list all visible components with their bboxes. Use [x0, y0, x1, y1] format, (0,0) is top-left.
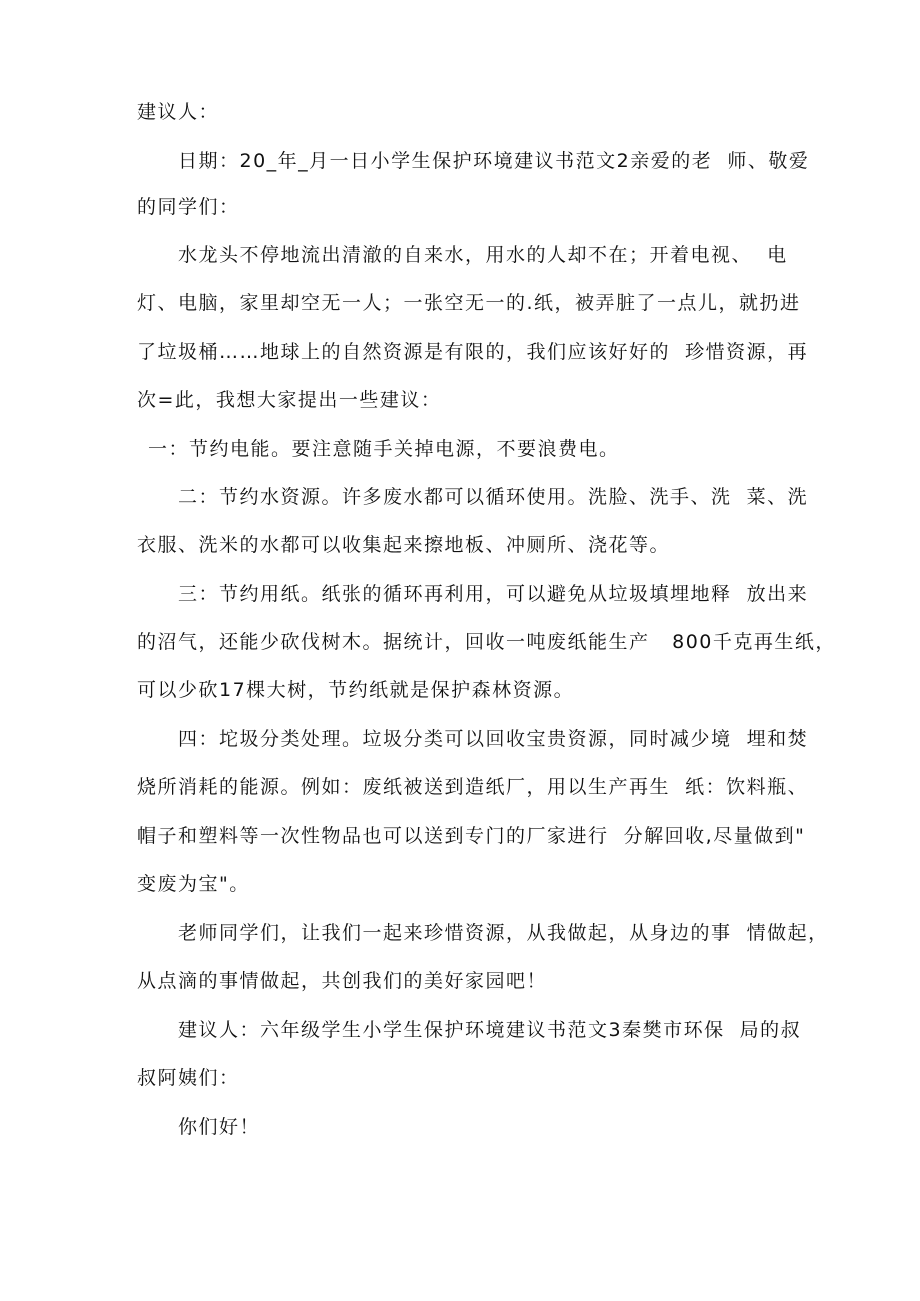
salutation-line: 的同学们： [137, 196, 240, 218]
body-line: 水龙头不停地流出清澈的自来水，用水的人却不在；开着电视、 电 [178, 244, 788, 266]
body-line: 次=此，我想大家提出一些建议： [137, 389, 442, 411]
date-line: 日期：20_年_月一日小学生保护环境建议书范文2亲爱的老 师、敬爱 [178, 150, 810, 172]
closing-line: 从点滴的事情做起，共创我们的美好家园吧！ [137, 970, 548, 992]
suggestion-four-line: 烧所消耗的能源。例如：废纸被送到造纸厂，用以生产再生 纸：饮料瓶、 [137, 776, 809, 798]
suggestion-three-line: 可以少砍17棵大树，节约纸就是保护森林资源。 [137, 679, 575, 701]
closing-line: 老师同学们，让我们一起来珍惜资源，从我做起，从身边的事 情做起， [178, 922, 829, 944]
suggestion-three-line: 的沼气，还能少砍伐树木。据统计，回收一吨废纸能生产 800千克再生纸， [137, 631, 836, 653]
body-line: 灯、电脑，家里却空无一人；一张空无一的.纸，被弄脏了一点儿，就扔进 [137, 292, 801, 314]
suggestion-four-line: 变废为宝"。 [137, 873, 250, 895]
signature-line: 建议人：六年级学生小学生保护环境建议书范文3秦樊市环保 局的叔 [178, 1019, 802, 1041]
body-line: 了垃圾桶……地球上的自然资源是有限的，我们应该好好的 珍惜资源，再 [137, 341, 809, 363]
greeting-line: 你们好！ [178, 1116, 261, 1138]
signature-label-line: 建议人： [137, 101, 220, 123]
suggestion-two-line: 衣服、洗米的水都可以收集起来擦地板、冲厕所、浇花等。 [137, 534, 671, 556]
suggestion-four-line: 帽子和塑料等一次性物品也可以送到专门的厂家进行 分解回收,尽量做到" [137, 825, 806, 847]
suggestion-three-line: 三：节约用纸。纸张的循环再利用，可以避免从垃圾填埋地释 放出来 [178, 583, 809, 605]
suggestion-four-line: 四：坨圾分类处理。垃圾分类可以回收宝贵资源，同时减少境 埋和焚 [178, 728, 809, 750]
suggestion-one-line: 一：节约电能。要注意随手关掉电源，不要浪费电。 [148, 438, 620, 460]
suggestion-two-line: 二：节约水资源。许多废水都可以循环使用。洗脸、洗手、洗 菜、洗 [178, 486, 809, 508]
salutation-line: 叔阿姨们： [137, 1067, 240, 1089]
